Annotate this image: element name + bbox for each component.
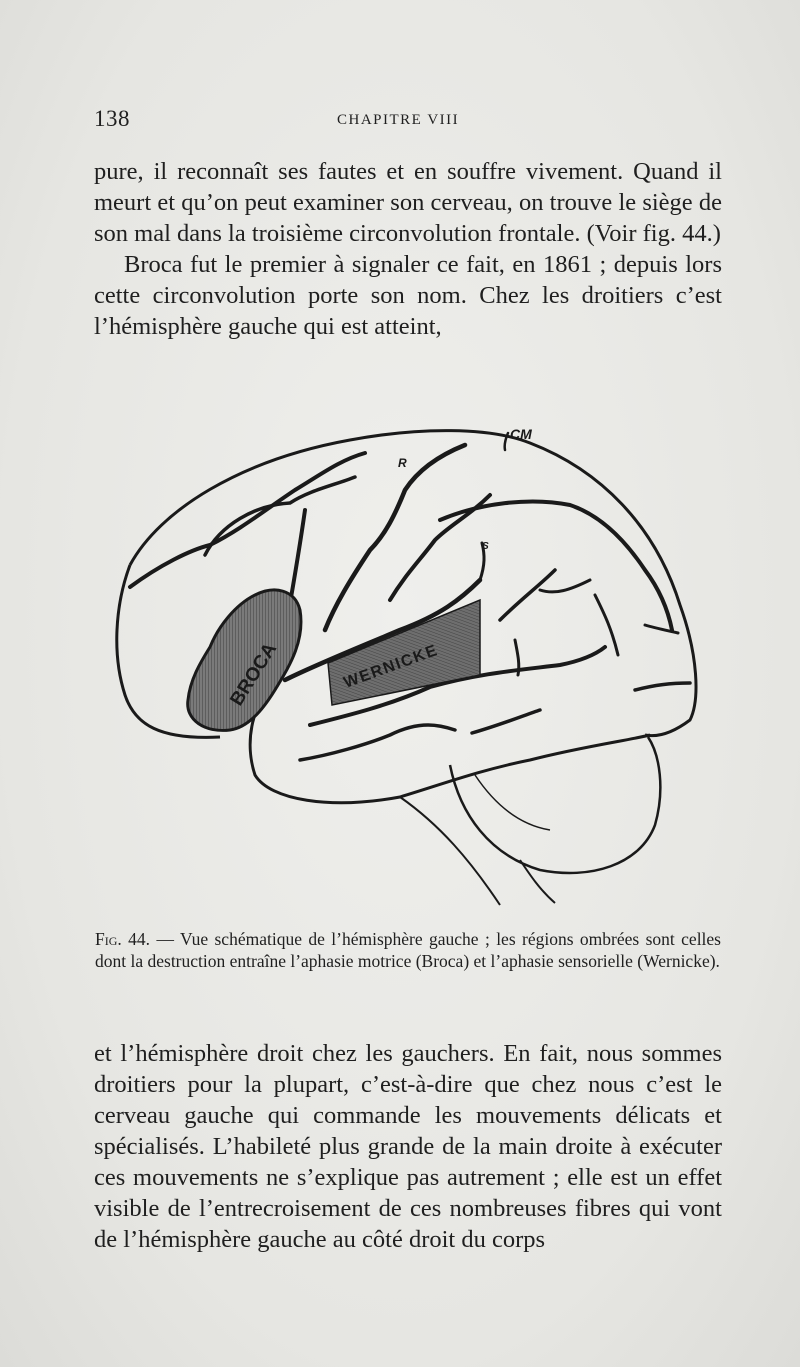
caption-text: — Vue schématique de l’hémisphère gauche ; les régions ombrées sont celles dont la destruction entraîne l’aphasie motrice (Broca) et l’aphasie sensorielle (Wernicke). bbox=[95, 929, 721, 971]
sulcus-occipital-5 bbox=[635, 683, 690, 690]
wernicke-label: WERNICKE bbox=[341, 641, 441, 692]
sulcus-occipital-2 bbox=[540, 580, 590, 592]
sulcus-frontal-2 bbox=[205, 477, 355, 555]
paragraph: pure, il reconnaît ses fautes et en souffre vivement. Quand il meurt et qu’on peut examiner son cerveau, on trouve le siège de son mal dans la troisième circonvolution frontale. (Voir fig. 44.) bbox=[94, 158, 722, 247]
paragraph: et l’hémisphère droit chez les gauchers. En fait, nous sommes droitiers pour la plupart, c’est-à-dire que chez nous c’est le cerveau gauche qui commande les mouvements délicats et spécialisés. L’habileté plus grande de la main droite à exécuter ces mouvements ne s’explique pas autrement ; elle est un effet visible de l’entrecroisement de ces nombreuses fibres qui vont de l’hémisphère gauche au côté droit du corps bbox=[94, 1040, 722, 1253]
page-header bbox=[94, 106, 724, 136]
r-label: R bbox=[398, 456, 407, 470]
bottom-text-block bbox=[94, 1038, 722, 1255]
brain-diagram bbox=[100, 415, 720, 915]
temporal-lobe bbox=[250, 685, 650, 803]
broca-label: BROCA bbox=[226, 639, 282, 710]
sulcus-rolando bbox=[325, 445, 465, 630]
cerebellum-inner bbox=[475, 775, 550, 830]
paragraph: Broca fut le premier à signaler ce fait, en 1861 ; depuis lors cette circonvolution porte son nom. Chez les droitiers c’est l’hémisphère gauche qui est atteint, bbox=[94, 251, 722, 340]
s-label: S bbox=[482, 541, 489, 552]
brain-figure bbox=[100, 415, 720, 915]
brain-stem bbox=[400, 797, 500, 905]
caption-label: Fig. 44. bbox=[95, 929, 151, 949]
running-head: CHAPITRE VIII bbox=[337, 112, 460, 128]
top-text-block bbox=[94, 156, 722, 342]
page-number: 138 bbox=[94, 106, 130, 131]
sulcus-temporal-inferior bbox=[300, 725, 455, 760]
sulcus-occipital-1 bbox=[500, 570, 555, 620]
cerebellum bbox=[450, 737, 660, 873]
brain-stem-2 bbox=[520, 860, 555, 903]
sulcus-temporal-posterior bbox=[472, 710, 540, 733]
cm-label: CM bbox=[510, 426, 532, 442]
figure-caption bbox=[95, 928, 721, 972]
